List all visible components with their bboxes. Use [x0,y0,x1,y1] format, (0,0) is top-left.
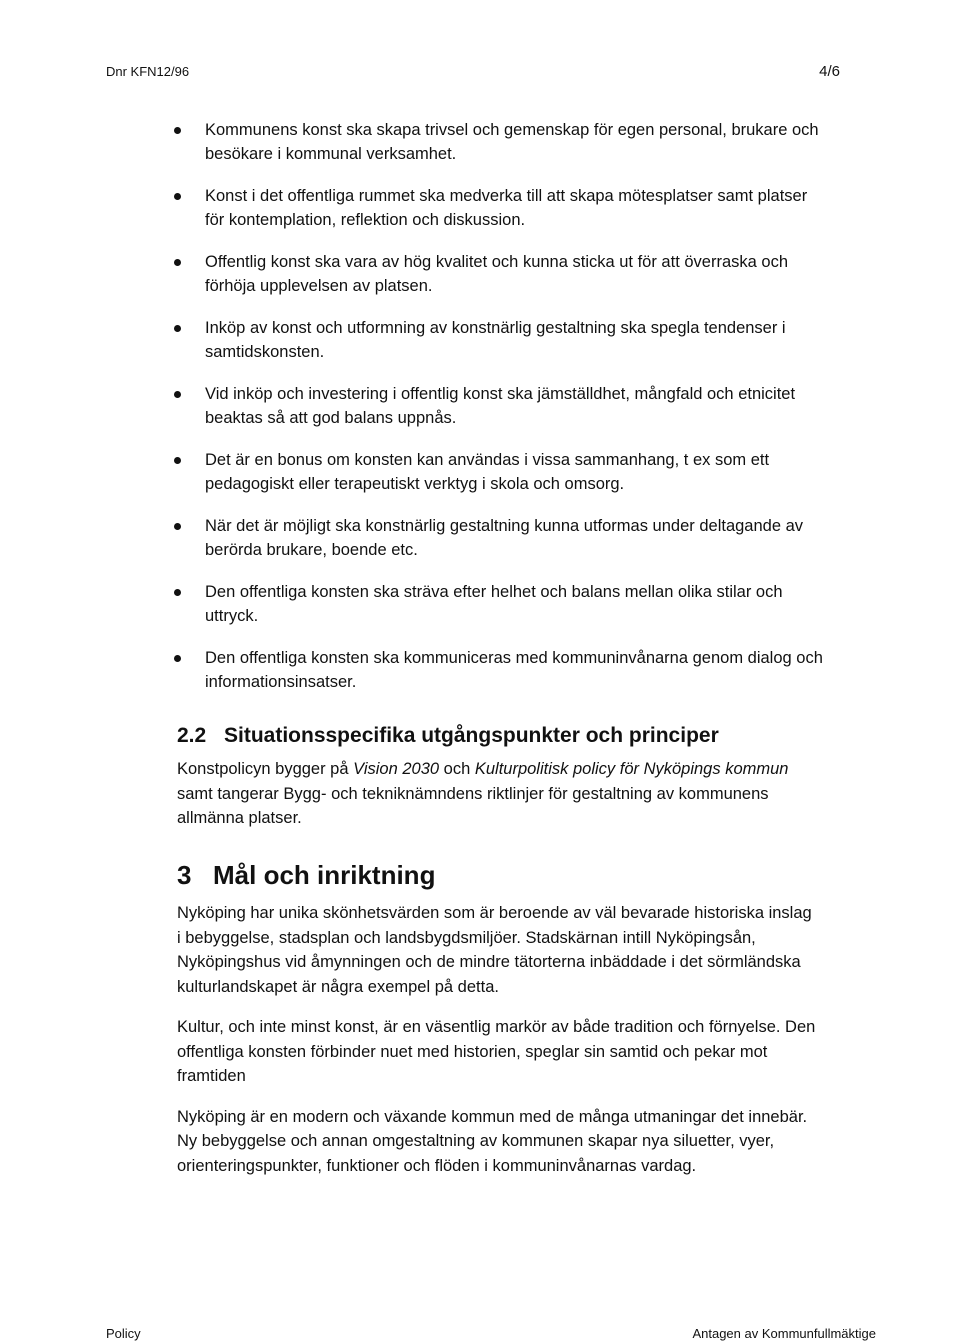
policy-reference: Kulturpolitisk policy för Nyköpings kommun [474,760,789,778]
footer-approval: Antagen av Kommunfullmäktige [692,1326,876,1341]
list-item [0,382,825,430]
bullet-icon [174,391,181,398]
footer-document-type: Policy [106,1326,141,1341]
paragraph-text: Konstpolicyn bygger på [177,760,354,778]
bullet-icon [174,523,181,530]
chapter-heading [177,860,817,891]
list-item [0,646,825,694]
section-heading [177,724,817,748]
list-item [0,316,825,364]
list-item [0,118,825,166]
list-item-text: Den offentliga konsten ska kommuniceras med kommuninvånarna genom dialog och informationsinsatser. [205,649,823,691]
bullet-icon [174,259,181,266]
list-item [0,184,825,232]
section-paragraph [177,757,817,831]
section-title: Situationsspecifika utgångspunkter och principer [224,724,719,747]
list-item-text: Inköp av konst och utformning av konstnärlig gestaltning ska spegla tendenser i samtidskonsten. [205,319,786,361]
list-item-text: När det är möjligt ska konstnärlig gestaltning kunna utformas under deltagande av berörda brukare, boende etc. [205,517,804,559]
list-item [0,514,825,562]
document-number: Dnr KFN12/96 [106,64,190,79]
bullet-icon [174,655,181,662]
section-paragraph: Kultur, och inte minst konst, är en väsentlig markör av både tradition och förnyelse. Den offentliga konsten förbinder nuet med historien, speglar sin samtid och pekar mot framtiden [177,1018,816,1085]
section-number: 2.2 [177,724,207,747]
list-item-text: Offentlig konst ska vara av hög kvalitet och kunna sticka ut för att överraska och förhöja upplevelsen av platsen. [205,253,788,295]
list-item-text: Kommunens konst ska skapa trivsel och gemenskap för egen personal, brukare och besökare i kommunal verksamhet. [205,121,819,163]
list-item-text: Vid inköp och investering i offentlig konst ska jämställdhet, mångfald och etnicitet beaktas så att god balans uppnås. [205,385,796,427]
page-number: 4/6 [819,63,840,80]
bullet-icon [174,589,181,596]
list-item [0,448,825,496]
chapter-title: Mål och inriktning [213,860,436,890]
bullet-icon [174,457,181,464]
list-item [0,580,825,628]
section-2-2 [177,724,817,831]
vision-reference: Vision 2030 [353,760,440,778]
section-paragraph: Nyköping är en modern och växande kommun med de många utmaningar det innebär. Ny bebyggelse och annan omgestaltning av kommunen skapar nya siluetter, vyer, orienteringspunkter, funktioner och flöden i kommuninvånarnas vardag. [177,1107,808,1175]
section-paragraph: Nyköping har unika skönhetsvärden som är beroende av väl bevarade historiska inslag i bebyggelse, stadsplan och landsbygdsmiljöer. Stadskärnan intill Nyköpingsån, Nyköpingshus vid åmynningen och de mindre tätorterna inbäddade i det sörmländska kulturlandskapet är några exempel på detta. [177,904,812,996]
list-item-text: Den offentliga konsten ska sträva efter helhet och balans mellan olika stilar och uttryck. [205,583,783,625]
section-3 [177,860,817,1178]
bullet-icon [174,193,181,200]
list-item [0,250,825,298]
paragraph-text: och [439,760,475,778]
bullet-icon [174,325,181,332]
list-item-text: Det är en bonus om konsten kan användas i vissa sammanhang, t ex som ett pedagogiskt eller terapeutiskt verktyg i skola och omsorg. [205,451,770,493]
principles-list [0,118,960,712]
paragraph-text: samt tangerar Bygg- och tekniknämndens riktlinjer för gestaltning av kommunens allmänna platser. [177,784,769,827]
bullet-icon [174,127,181,134]
list-item-text: Konst i det offentliga rummet ska medverka till att skapa mötesplatser samt platser för kontemplation, reflektion och diskussion. [205,187,808,229]
chapter-number: 3 [177,860,192,890]
